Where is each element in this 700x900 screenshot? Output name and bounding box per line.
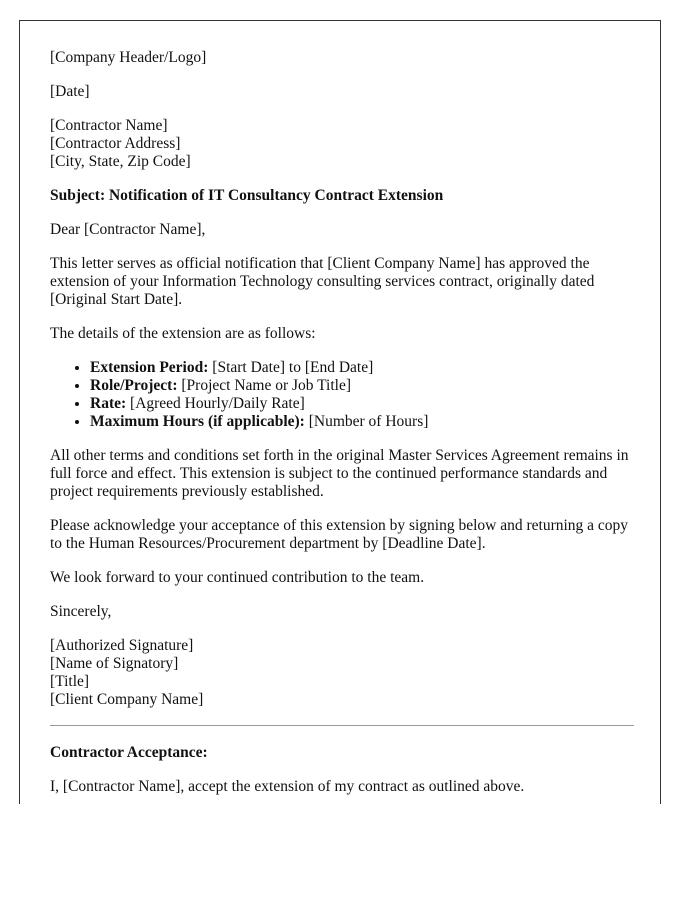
closing: Sincerely, <box>50 603 112 620</box>
detail-value: [Project Name or Job Title] <box>177 377 351 394</box>
detail-label: Rate: <box>90 395 127 412</box>
signature-line: [Name of Signatory] <box>50 655 179 672</box>
detail-label: Role/Project: <box>90 377 178 394</box>
extension-details-list <box>50 359 634 431</box>
letter-page <box>19 20 661 804</box>
salutation: Dear [Contractor Name], <box>50 221 206 238</box>
signature-line: [Authorized Signature] <box>50 637 194 654</box>
detail-label: Maximum Hours (if applicable): <box>90 413 305 430</box>
detail-item-role-project <box>90 377 634 395</box>
company-header: [Company Header/Logo] <box>50 49 207 66</box>
address-line: [Contractor Name] <box>50 117 168 134</box>
letter-body <box>50 49 634 804</box>
address-line: [Contractor Address] <box>50 135 181 152</box>
signature-line: [Client Company Name] <box>50 691 204 708</box>
acceptance-heading: Contractor Acceptance: <box>50 744 208 761</box>
detail-item-rate <box>90 395 634 413</box>
signature-line: [Title] <box>50 673 90 690</box>
detail-value: [Start Date] to [End Date] <box>208 359 374 376</box>
detail-value: [Number of Hours] <box>304 413 429 430</box>
recipient-address <box>50 117 634 171</box>
details-lead: The details of the extension are as follows: <box>50 325 316 342</box>
letter-date: [Date] <box>50 83 90 100</box>
detail-label: Extension Period: <box>90 359 209 376</box>
section-divider <box>50 725 634 726</box>
terms-paragraph: All other terms and conditions set forth in the original Master Services Agreement remains in full force and effect. This extension is subject to the continued performance standards and project requirements previously established. <box>50 447 629 500</box>
acceptance-text: I, [Contractor Name], accept the extension of my contract as outlined above. <box>50 778 525 795</box>
detail-item-extension-period <box>90 359 634 377</box>
intro-paragraph: This letter serves as official notification that [Client Company Name] has approved the extension of your Information Technology consulting services contract, originally dated [Original Start Date]. <box>50 255 595 308</box>
signature-block <box>50 637 634 709</box>
detail-item-maximum-hours <box>90 413 634 431</box>
closing-note: We look forward to your continued contribution to the team. <box>50 569 425 586</box>
acknowledge-paragraph: Please acknowledge your acceptance of this extension by signing below and returning a copy to the Human Resources/Procurement department by [Deadline Date]. <box>50 517 629 552</box>
address-line: [City, State, Zip Code] <box>50 153 191 170</box>
letter-subject: Subject: Notification of IT Consultancy Contract Extension <box>50 187 444 204</box>
detail-value: [Agreed Hourly/Daily Rate] <box>126 395 305 412</box>
